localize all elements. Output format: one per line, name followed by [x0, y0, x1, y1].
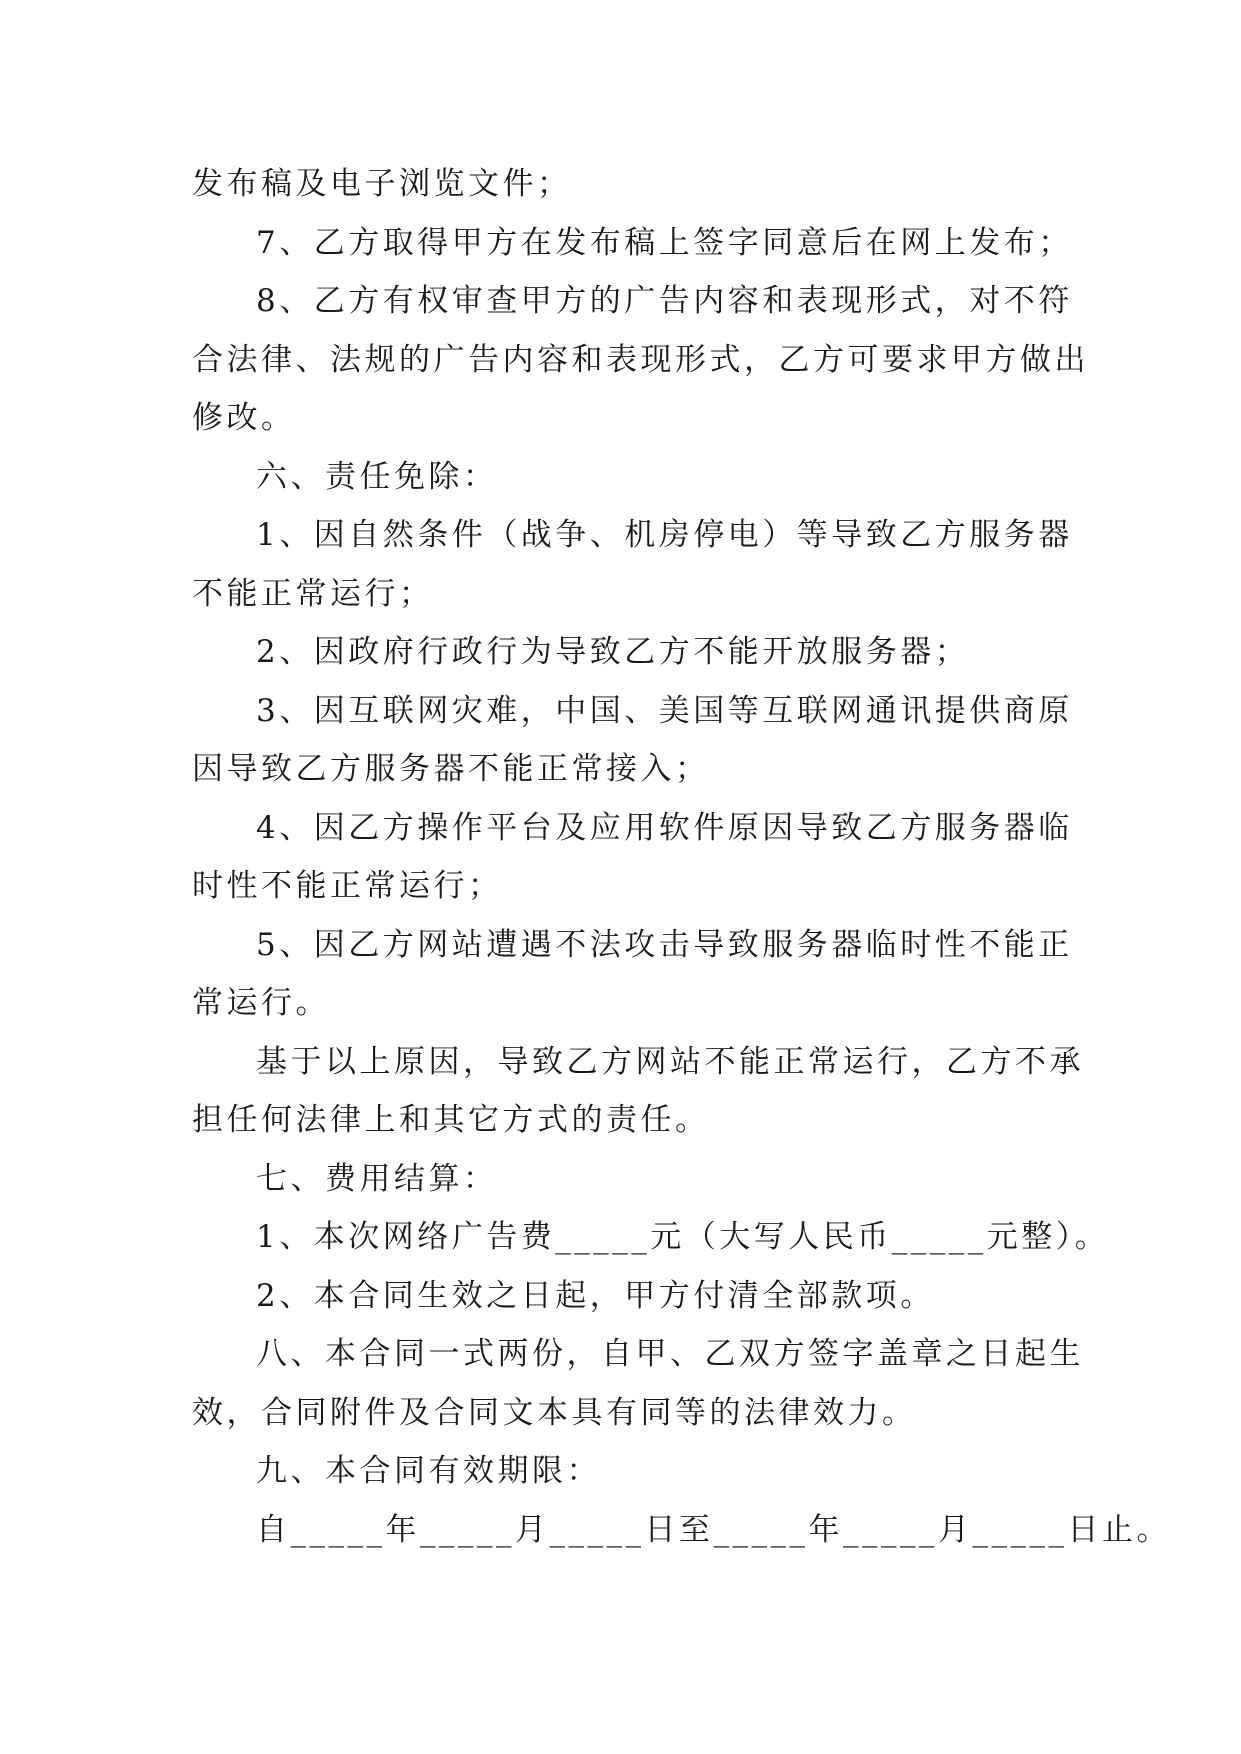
- section-heading: 六、责任免除：: [256, 458, 498, 495]
- section-heading: 八、本合同一式两份，自甲、乙双方签字盖章之日起生: [256, 1336, 1084, 1372]
- text-line: 1、本次网络广告费_____元（大写人民币_____元整）。: [256, 1219, 1110, 1255]
- text-line: 效，合同附件及合同文本具有同等的法律效力。: [192, 1394, 917, 1431]
- text-line: 基于以上原因，导致乙方网站不能正常运行，乙方不承: [256, 1043, 1084, 1080]
- text-line: 不能正常运行；: [192, 575, 434, 612]
- text-line: 担任何法律上和其它方式的责任。: [192, 1102, 710, 1138]
- text-line: 2、因政府行政行为导致乙方不能开放服务器；: [256, 634, 970, 670]
- text-line: 修改。: [192, 400, 296, 436]
- text-line: 3、因互联网灾难，中国、美国等互联网通讯提供商原: [256, 692, 1073, 729]
- section-heading: 七、费用结算：: [256, 1160, 498, 1197]
- text-line: 5、因乙方网站遭遇不法攻击导致服务器临时性不能正: [256, 926, 1073, 963]
- document-body: [192, 155, 1171, 1559]
- section-heading: 九、本合同有效期限：: [256, 1453, 601, 1489]
- text-line: 因导致乙方服务器不能正常接入；: [192, 751, 710, 787]
- text-line: 自_____年_____月_____日至_____年_____月_____日止。: [256, 1511, 1171, 1548]
- text-line: 2、本合同生效之日起，甲方付清全部款项。: [256, 1277, 935, 1314]
- text-line: 常运行。: [192, 985, 330, 1021]
- text-line: 4、因乙方操作平台及应用软件原因导致乙方服务器临: [256, 809, 1073, 846]
- text-line: 发布稿及电子浏览文件；: [192, 166, 572, 202]
- text-line: 8、乙方有权审查甲方的广告内容和表现形式，对不符: [256, 283, 1073, 319]
- text-line: 7、乙方取得甲方在发布稿上签字同意后在网上发布；: [256, 224, 1073, 261]
- text-line: 时性不能正常运行；: [192, 868, 503, 904]
- text-line: 合法律、法规的广告内容和表现形式，乙方可要求甲方做出: [192, 341, 1089, 378]
- text-line: 1、因自然条件（战争、机房停电）等导致乙方服务器: [256, 517, 1073, 553]
